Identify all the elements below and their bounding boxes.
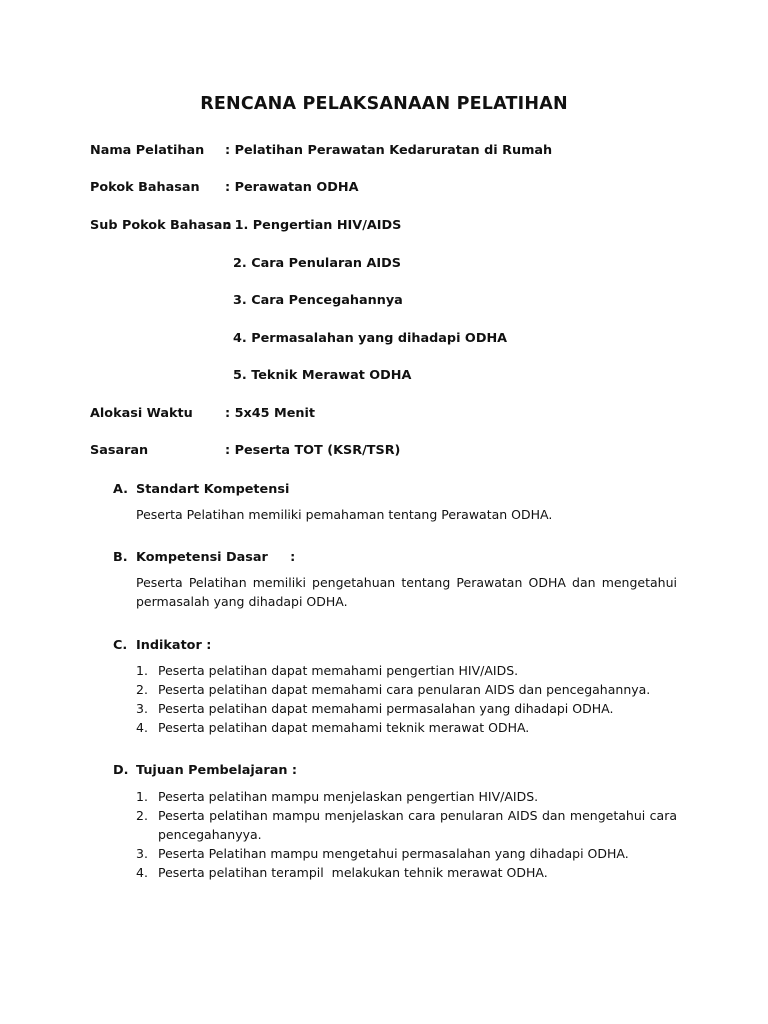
section-c-title: Indikator : (136, 638, 212, 653)
sub-pokok-item-5: 5. Teknik Merawat ODHA (233, 368, 412, 383)
section-c-letter: C. (113, 638, 128, 653)
sub-pokok-item-2: 2. Cara Penularan AIDS (233, 256, 401, 271)
section-d-title: Tujuan Pembelajaran : (136, 763, 298, 778)
list-item (136, 787, 677, 806)
field-label-sasaran: Sasaran (90, 443, 149, 458)
list-item-number: 4. (136, 720, 148, 735)
list-item (136, 661, 677, 680)
list-item-text: Peserta pelatihan dapat memahami pengertian HIV/AIDS. (158, 663, 519, 678)
list-item-text: Peserta pelatihan mampu menjelaskan cara penularan AIDS dan mengetahui cara pencegahanyya. (158, 808, 677, 842)
section-b-title: Kompetensi Dasar : (136, 550, 296, 565)
list-item (136, 699, 677, 718)
list-item-number: 4. (136, 865, 148, 880)
field-label-pokok-bahasan: Pokok Bahasan (90, 180, 200, 195)
list-item-number: 3. (136, 846, 148, 861)
list-item-text: Peserta pelatihan mampu menjelaskan pengertian HIV/AIDS. (158, 789, 539, 804)
list-item-text: Peserta pelatihan terampil melakukan tehnik merawat ODHA. (158, 865, 548, 880)
field-label-alokasi-waktu: Alokasi Waktu (90, 406, 193, 421)
section-a-text: Peserta Pelatihan memiliki pemahaman tentang Perawatan ODHA. (136, 507, 553, 522)
sub-pokok-item-4: 4. Permasalahan yang dihadapi ODHA (233, 331, 508, 346)
list-item (136, 806, 677, 844)
list-item-text: Peserta Pelatihan mampu mengetahui permasalahan yang dihadapi ODHA. (158, 846, 629, 861)
section-d-heading (113, 763, 297, 778)
list-item-number: 2. (136, 808, 148, 823)
list-item-text: Peserta pelatihan dapat memahami permasalahan yang dihadapi ODHA. (158, 701, 614, 716)
tujuan-list (136, 787, 677, 882)
section-b-text: Peserta Pelatihan memiliki pengetahuan tentang Perawatan ODHA dan mengetahui permasalah yang dihadapi ODHA. (136, 575, 677, 609)
document-title: RENCANA PELAKSANAAN PELATIHAN (200, 94, 568, 114)
list-item-text: Peserta pelatihan dapat memahami cara penularan AIDS dan pencegahannya. (158, 682, 651, 697)
list-item-text: Peserta pelatihan dapat memahami teknik merawat ODHA. (158, 720, 530, 735)
field-label-nama-pelatihan: Nama Pelatihan (90, 143, 205, 158)
list-item-number: 2. (136, 682, 148, 697)
list-item-number: 1. (136, 663, 148, 678)
sub-pokok-item-1: : 1. Pengertian HIV/AIDS (225, 218, 402, 233)
section-c-heading (113, 638, 211, 653)
section-d-letter: D. (113, 763, 129, 778)
field-value-pokok-bahasan: : Perawatan ODHA (225, 180, 359, 195)
field-label-sub-pokok-bahasan: Sub Pokok Bahasan (90, 218, 232, 233)
list-item (136, 863, 677, 882)
section-b-heading (113, 550, 295, 565)
field-value-nama-pelatihan: : Pelatihan Perawatan Kedaruratan di Rumah (225, 143, 553, 158)
list-item (136, 844, 677, 863)
sub-pokok-item-3: 3. Cara Pencegahannya (233, 293, 403, 308)
section-a-letter: A. (113, 482, 129, 497)
indikator-list (136, 661, 677, 737)
list-item (136, 680, 677, 699)
field-value-alokasi-waktu: : 5x45 Menit (225, 406, 316, 421)
section-a-heading (113, 482, 289, 497)
list-item (136, 718, 677, 737)
section-a-title: Standart Kompetensi (136, 482, 290, 497)
field-value-sasaran: : Peserta TOT (KSR/TSR) (225, 443, 401, 458)
section-b-letter: B. (113, 550, 128, 565)
list-item-number: 1. (136, 789, 148, 804)
list-item-number: 3. (136, 701, 148, 716)
